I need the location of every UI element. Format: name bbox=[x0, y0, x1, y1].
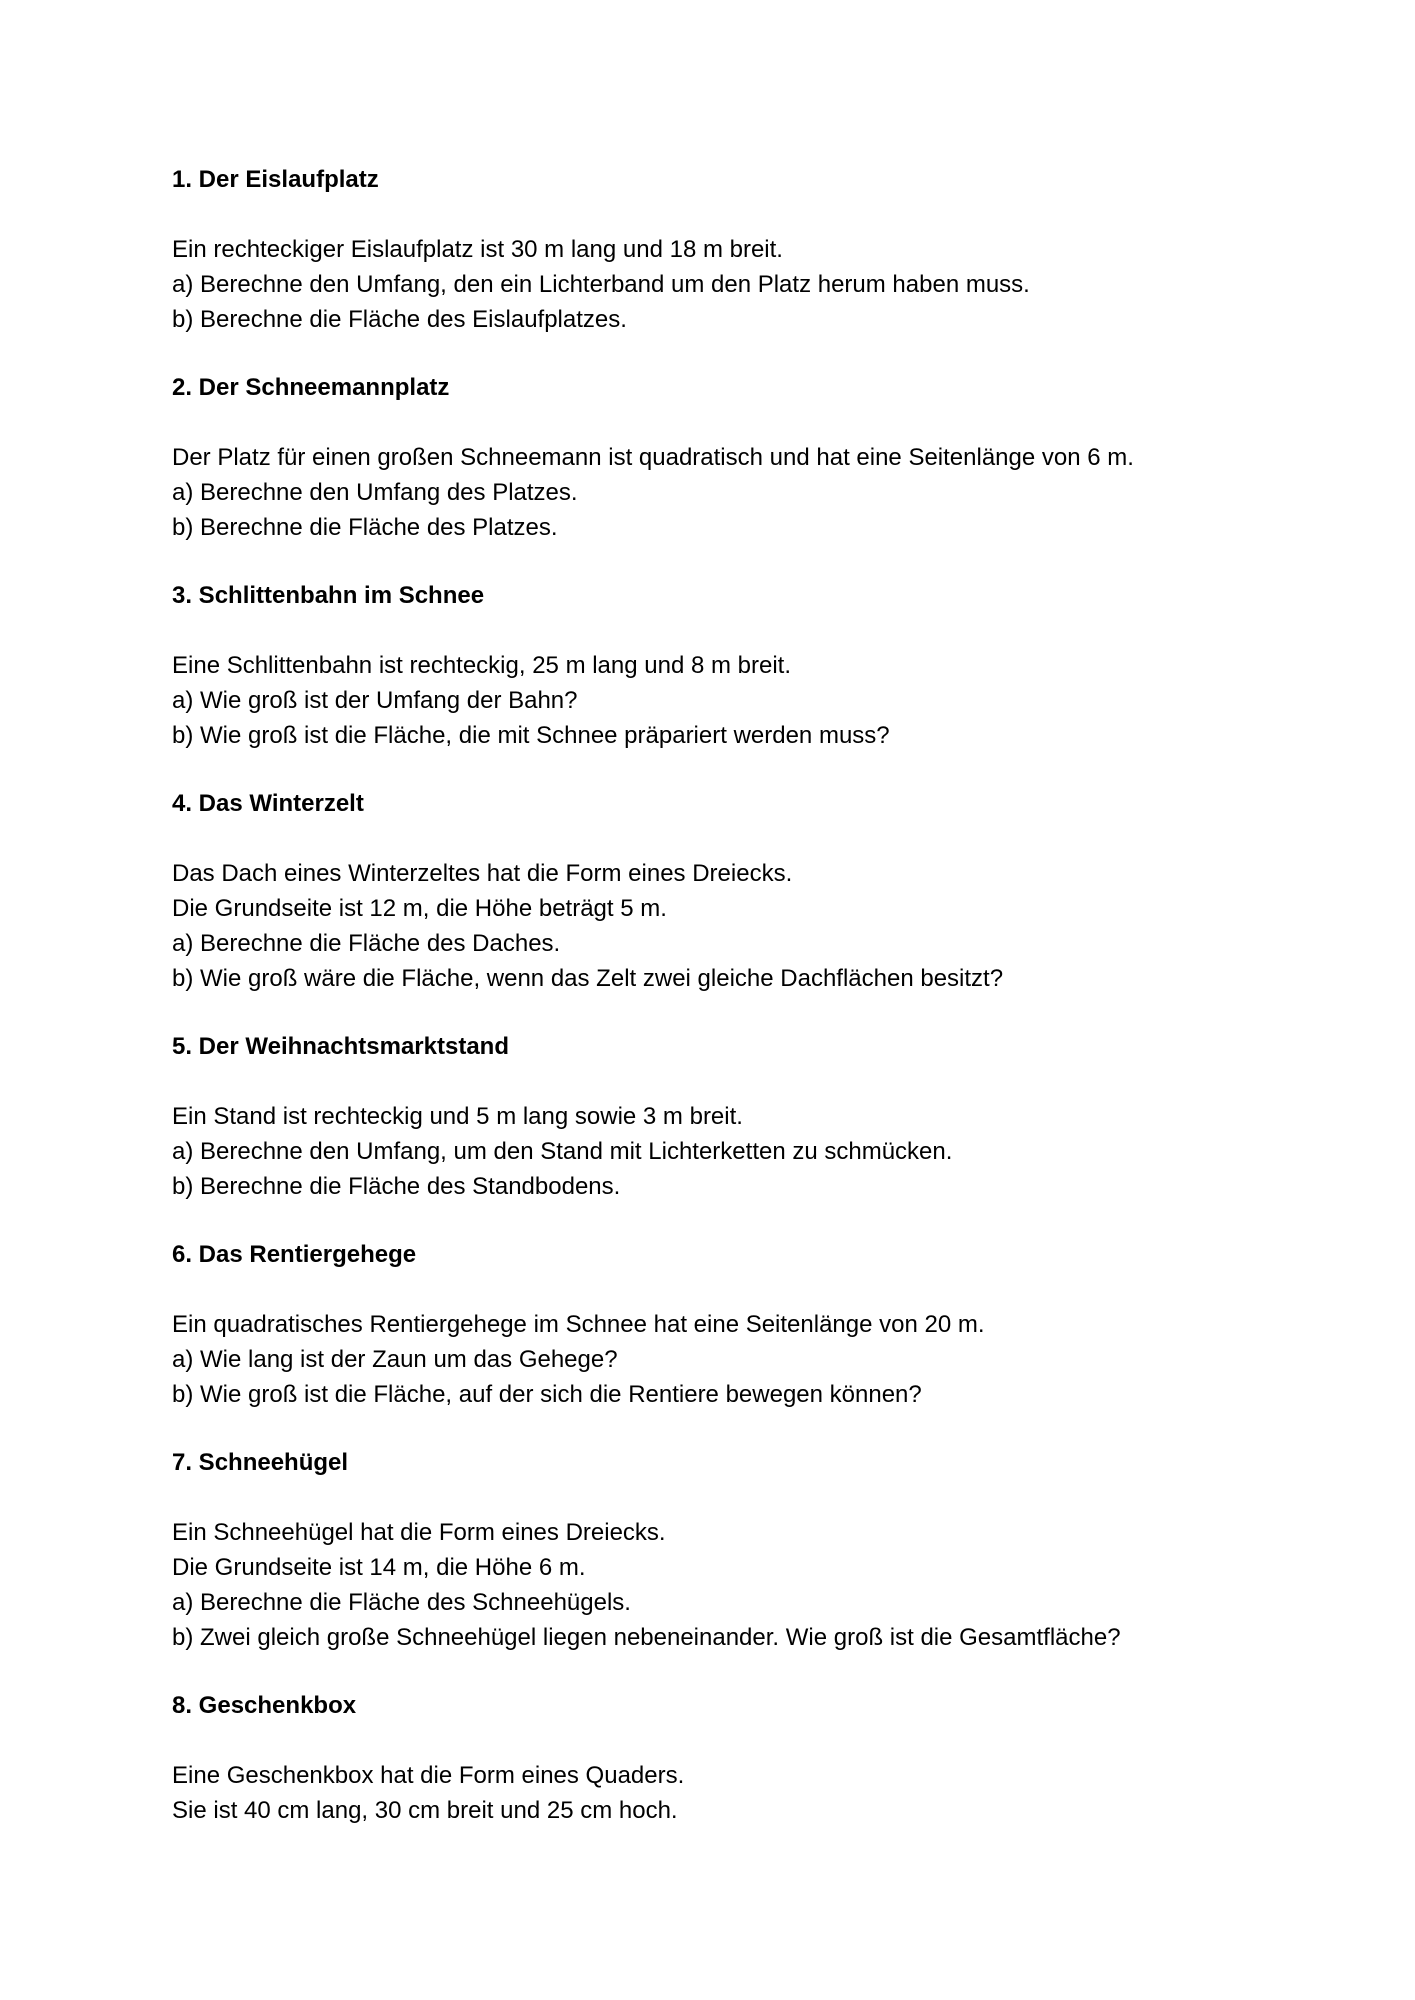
task-title: 1. Der Eislaufplatz bbox=[172, 166, 379, 193]
task-text-line: Ein rechteckiger Eislaufplatz ist 30 m lang und 18 m breit. bbox=[172, 236, 783, 263]
task-question-a: a) Wie lang ist der Zaun um das Gehege? bbox=[172, 1346, 618, 1373]
task-6 bbox=[172, 1238, 1312, 1412]
task-question-b: b) Wie groß ist die Fläche, auf der sich die Rentiere bewegen können? bbox=[172, 1381, 922, 1408]
task-text-line: Die Grundseite ist 12 m, die Höhe beträgt 5 m. bbox=[172, 895, 667, 922]
task-question-b: b) Zwei gleich große Schneehügel liegen nebeneinander. Wie groß ist die Gesamtfläche? bbox=[172, 1624, 1121, 1651]
task-1 bbox=[172, 163, 1312, 337]
task-question-b: b) Wie groß ist die Fläche, die mit Schnee präpariert werden muss? bbox=[172, 722, 890, 749]
task-8 bbox=[172, 1689, 1312, 1828]
task-question-a: a) Berechne die Fläche des Schneehügels. bbox=[172, 1589, 631, 1616]
task-4 bbox=[172, 787, 1312, 996]
task-7 bbox=[172, 1446, 1312, 1655]
task-question-a: a) Berechne die Fläche des Daches. bbox=[172, 930, 561, 957]
task-text-line: Sie ist 40 cm lang, 30 cm breit und 25 cm hoch. bbox=[172, 1797, 678, 1824]
task-text-line: Das Dach eines Winterzeltes hat die Form eines Dreiecks. bbox=[172, 860, 793, 887]
task-text-line: Ein quadratisches Rentiergehege im Schnee hat eine Seitenlänge von 20 m. bbox=[172, 1311, 985, 1338]
task-title: 8. Geschenkbox bbox=[172, 1692, 357, 1719]
task-question-b: b) Berechne die Fläche des Eislaufplatzes. bbox=[172, 306, 627, 333]
task-3 bbox=[172, 579, 1312, 753]
task-title: 3. Schlittenbahn im Schnee bbox=[172, 582, 485, 609]
task-question-a: a) Berechne den Umfang, den ein Lichterband um den Platz herum haben muss. bbox=[172, 271, 1030, 298]
task-text-line: Ein Schneehügel hat die Form eines Dreiecks. bbox=[172, 1519, 666, 1546]
task-5 bbox=[172, 1030, 1312, 1204]
task-title: 7. Schneehügel bbox=[172, 1449, 349, 1476]
task-title: 5. Der Weihnachtsmarktstand bbox=[172, 1033, 509, 1060]
task-text-line: Die Grundseite ist 14 m, die Höhe 6 m. bbox=[172, 1554, 586, 1581]
task-question-b: b) Berechne die Fläche des Standbodens. bbox=[172, 1173, 621, 1200]
task-text-line: Ein Stand ist rechteckig und 5 m lang sowie 3 m breit. bbox=[172, 1103, 743, 1130]
task-text-line: Eine Schlittenbahn ist rechteckig, 25 m lang und 8 m breit. bbox=[172, 652, 792, 679]
task-text-line: Eine Geschenkbox hat die Form eines Quaders. bbox=[172, 1762, 685, 1789]
task-text-line: Der Platz für einen großen Schneemann ist quadratisch und hat eine Seitenlänge von 6 m. bbox=[172, 444, 1134, 471]
task-question-b: b) Wie groß wäre die Fläche, wenn das Zelt zwei gleiche Dachflächen besitzt? bbox=[172, 965, 1004, 992]
task-question-a: a) Wie groß ist der Umfang der Bahn? bbox=[172, 687, 578, 714]
task-title: 2. Der Schneemannplatz bbox=[172, 374, 450, 401]
worksheet-page bbox=[172, 163, 1312, 1828]
task-2 bbox=[172, 371, 1312, 545]
task-question-a: a) Berechne den Umfang des Platzes. bbox=[172, 479, 578, 506]
task-title: 4. Das Winterzelt bbox=[172, 790, 364, 817]
task-question-b: b) Berechne die Fläche des Platzes. bbox=[172, 514, 558, 541]
task-question-a: a) Berechne den Umfang, um den Stand mit Lichterketten zu schmücken. bbox=[172, 1138, 953, 1165]
task-title: 6. Das Rentiergehege bbox=[172, 1241, 417, 1268]
